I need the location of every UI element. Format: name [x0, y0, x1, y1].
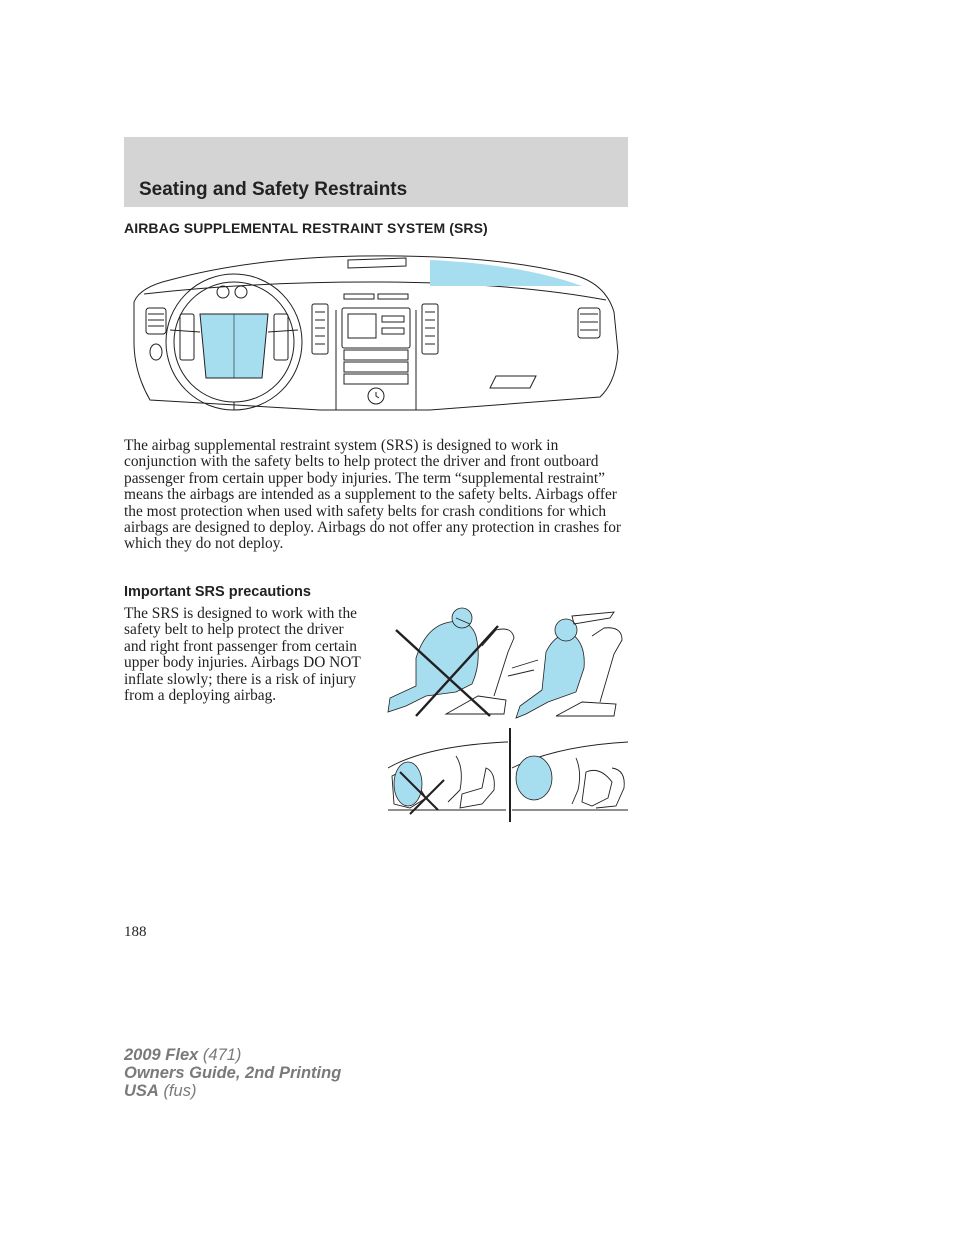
- footer-line-2: [124, 1064, 341, 1082]
- document-footer: [124, 1046, 341, 1100]
- footer-model-code: (471): [202, 1046, 242, 1064]
- precautions-paragraph: The SRS is designed to work with the safety belt to help protect the driver and right front passenger from certain upper body injuries. Airbags DO NOT inflate slowly; there is a risk of injury from a deploying airbag.: [124, 605, 361, 705]
- footer-market: USA: [124, 1082, 159, 1100]
- airbag-description-paragraph: The airbag supplemental restraint system (SRS) is designed to work in conjunction with the safety belts to help protect the driver and front outboard passenger from certain upper body injuries. The term “supplemental restraint” means the airbags are intended as a supplement to the safety belts. Airbags offer the most protection when used with safety belts for crash conditions for which airbags are designed to deploy. Airbags do not offer any protection in crashes for which they do not deploy.: [124, 437, 622, 553]
- footer-line-1: [124, 1046, 341, 1064]
- footer-guide-title: Owners Guide, 2nd Printing: [124, 1064, 342, 1082]
- occupant-position-illustration: [386, 606, 630, 722]
- footer-model: 2009 Flex: [124, 1046, 199, 1064]
- page-number: 188: [124, 924, 147, 940]
- footer-market-code: (fus): [163, 1082, 197, 1100]
- section-header-band: [124, 137, 628, 207]
- incorrect-seating-figure: [388, 608, 514, 714]
- section-heading: AIRBAG SUPPLEMENTAL RESTRAINT SYSTEM (SRS): [124, 220, 488, 236]
- dashboard-airbag-illustration: [130, 252, 620, 414]
- section-header-title: Seating and Safety Restraints: [139, 179, 408, 200]
- child-seat-illustration: [386, 728, 630, 826]
- precautions-heading: Important SRS precautions: [124, 584, 311, 600]
- correct-seating-figure: [508, 612, 622, 718]
- footer-line-3: [124, 1082, 341, 1100]
